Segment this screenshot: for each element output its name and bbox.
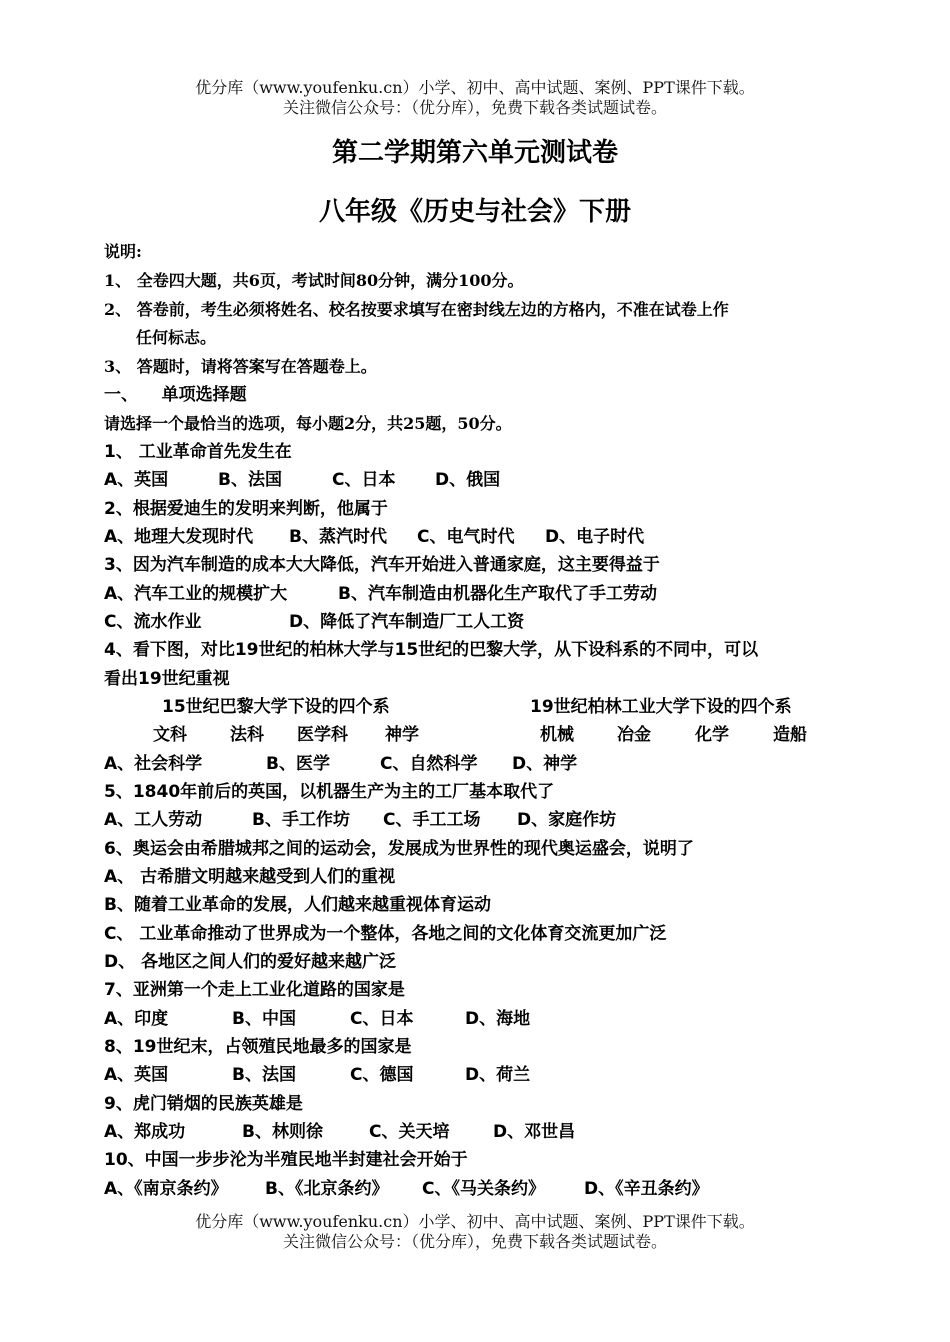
table-right-item: 机械 [540, 725, 574, 745]
table-left-title: 15世纪巴黎大学下设的四个系 [162, 697, 390, 717]
question-10: 10、中国一步步沦为半殖民地半封建社会开始于 [104, 1150, 468, 1170]
option-b: B、中国 [232, 1009, 296, 1029]
option-c: C、日本 [350, 1009, 414, 1029]
option-a: A、地理大发现时代 [104, 527, 254, 547]
option-a: A、社会科学 [104, 754, 203, 774]
option-d: D、邓世昌 [493, 1122, 576, 1142]
option-d: D、家庭作坊 [517, 810, 617, 830]
option-c: C、手工工场 [383, 810, 481, 830]
option-d: D、俄国 [435, 470, 501, 490]
question-4-continued: 看出19世纪重视 [104, 669, 230, 689]
instruction-item: 3、 答题时，请将答案写在答题卷上。 [104, 357, 377, 376]
question-9: 9、虎门销烟的民族英雄是 [104, 1094, 303, 1114]
instruction-item: 任何标志。 [136, 328, 217, 347]
question-5: 5、1840年前后的英国，以机器生产为主的工厂基本取代了 [104, 782, 555, 802]
question-3: 3、因为汽车制造的成本大大降低，汽车开始进入普通家庭，这主要得益于 [104, 555, 660, 575]
option-d: D、荷兰 [465, 1065, 531, 1085]
option-d: D、 各地区之间人们的爱好越来越广泛 [104, 952, 397, 972]
option-c: C、《马关条约》 [422, 1179, 545, 1199]
question-7: 7、亚洲第一个走上工业化道路的国家是 [104, 980, 405, 1000]
option-b: B、手工作坊 [252, 810, 350, 830]
option-a: A、工人劳动 [104, 810, 203, 830]
header-line-1: 优分库（www.youfenku.cn）小学、初中、高中试题、案例、PPT课件下载。 [195, 78, 755, 97]
instruction-item: 1、 全卷四大题，共6页，考试时间80分钟，满分100分。 [104, 271, 524, 290]
option-d: D、电子时代 [545, 527, 645, 547]
section-title: 一、 单项选择题 [104, 385, 247, 405]
table-right-title: 19世纪柏林工业大学下设的四个系 [530, 697, 792, 717]
option-c: C、自然科学 [380, 754, 478, 774]
option-c: C、 工业革命推动了世界成为一个整体，各地之间的文化体育交流更加广泛 [104, 924, 667, 944]
option-b: B、蒸汽时代 [289, 527, 387, 547]
table-left-item: 法科 [230, 725, 264, 745]
question-1: 1、 工业革命首先发生在 [104, 442, 292, 462]
table-left-item: 神学 [385, 725, 419, 745]
option-a: A、郑成功 [104, 1122, 186, 1142]
footer-line-2: 关注微信公众号：（优分库），免费下载各类试题试卷。 [282, 1232, 667, 1251]
option-b: B、《北京条约》 [265, 1179, 389, 1199]
option-a: A、英国 [104, 1065, 169, 1085]
option-c: C、电气时代 [417, 527, 515, 547]
option-c: C、关天培 [369, 1122, 450, 1142]
option-c: C、日本 [332, 470, 396, 490]
question-8: 8、19世纪末，占领殖民地最多的国家是 [104, 1037, 412, 1057]
footer-line-1: 优分库（www.youfenku.cn）小学、初中、高中试题、案例、PPT课件下载。 [195, 1212, 755, 1231]
option-a: A、汽车工业的规模扩大 [104, 584, 288, 604]
option-a: A、《南京条约》 [104, 1179, 228, 1199]
table-right-item: 化学 [695, 725, 729, 745]
option-b: B、医学 [266, 754, 330, 774]
option-b: B、随着工业革命的发展，人们越来越重视体育运动 [104, 895, 491, 915]
option-d: D、降低了汽车制造厂工人工资 [289, 612, 525, 632]
table-left-item: 医学科 [297, 725, 348, 745]
question-4: 4、看下图，对比19世纪的柏林大学与15世纪的巴黎大学，从下设科系的不同中，可以 [104, 640, 759, 660]
option-b: B、法国 [232, 1065, 296, 1085]
section-note: 请选择一个最恰当的选项，每小题2分，共25题，50分。 [104, 414, 512, 433]
option-a: A、英国 [104, 470, 169, 490]
option-a: A、 古希腊文明越来越受到人们的重视 [104, 867, 396, 887]
exam-title: 第二学期第六单元测试卷 [331, 138, 618, 168]
option-b: B、汽车制造由机器化生产取代了手工劳动 [338, 584, 657, 604]
table-right-item: 冶金 [617, 725, 651, 745]
option-d: D、海地 [465, 1009, 531, 1029]
option-d: D、《辛丑条约》 [584, 1179, 709, 1199]
question-2: 2、根据爱迪生的发明来判断，他属于 [104, 499, 388, 519]
option-b: B、林则徐 [242, 1122, 323, 1142]
option-d: D、神学 [512, 754, 578, 774]
table-left-item: 文科 [153, 725, 187, 745]
option-c: C、德国 [350, 1065, 414, 1085]
instruction-item: 2、 答卷前，考生必须将姓名、校名按要求填写在密封线左边的方格内，不准在试卷上作 [104, 300, 729, 319]
table-right-item: 造船 [773, 725, 807, 745]
option-c: C、流水作业 [104, 612, 202, 632]
instructions-heading: 说明: [104, 242, 142, 261]
option-a: A、印度 [104, 1009, 169, 1029]
exam-subtitle: 八年级《历史与社会》下册 [318, 197, 631, 227]
option-b: B、法国 [218, 470, 282, 490]
question-6: 6、奥运会由希腊城邦之间的运动会，发展成为世界性的现代奥运盛会，说明了 [104, 839, 694, 859]
header-line-2: 关注微信公众号：（优分库），免费下载各类试题试卷。 [282, 98, 667, 117]
